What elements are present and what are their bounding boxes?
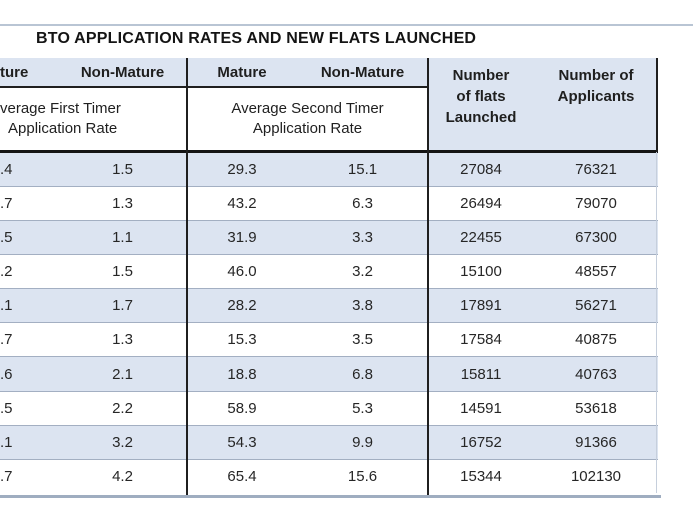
table-cell: 2.1 bbox=[112, 365, 133, 383]
table-cell: 18.8 bbox=[227, 365, 257, 383]
table-cell: 16752 bbox=[460, 433, 502, 451]
table-cell: 15.3 bbox=[227, 331, 257, 349]
table-cell: 3.2 bbox=[112, 433, 133, 451]
table-cell: 65.4 bbox=[227, 467, 257, 485]
table-row bbox=[0, 323, 658, 357]
table-row bbox=[0, 187, 658, 221]
table-cell: 6.8 bbox=[352, 365, 373, 383]
header-right-groups bbox=[428, 58, 658, 152]
table-cell: .4 bbox=[0, 160, 13, 178]
header-applicants bbox=[534, 58, 658, 152]
table-cell: 1.3 bbox=[112, 194, 133, 212]
first-timer-label-line2: Application Rate bbox=[8, 120, 118, 137]
table-cell: 14591 bbox=[460, 399, 502, 417]
table-cell: 3.8 bbox=[352, 297, 373, 315]
first-timer-label-line1: verage First Timer bbox=[0, 100, 121, 117]
table-cell: 1.3 bbox=[112, 331, 133, 349]
table-header bbox=[0, 58, 658, 152]
header-row-groups bbox=[0, 88, 428, 150]
table-cell: 15.1 bbox=[347, 160, 378, 178]
table-cell: 91366 bbox=[575, 433, 617, 451]
applicants-label-line1: Number of bbox=[558, 67, 634, 84]
table-cell: 76321 bbox=[575, 160, 617, 178]
table-cell: .5 bbox=[0, 228, 13, 246]
table-row bbox=[0, 289, 658, 323]
second-timer-label-line2: Application Rate bbox=[252, 120, 363, 137]
flats-label-line1: Number bbox=[452, 67, 510, 84]
table-row bbox=[0, 392, 658, 426]
flats-label-line2: of flats bbox=[456, 88, 506, 105]
table-cell: 48557 bbox=[575, 263, 617, 281]
table-cell: 28.2 bbox=[227, 297, 257, 315]
table-cell: 15811 bbox=[460, 365, 502, 383]
table-cell: 79070 bbox=[575, 194, 617, 212]
table-cell: .6 bbox=[0, 365, 13, 383]
page-title: BTO APPLICATION RATES AND NEW FLATS LAUNCHED bbox=[36, 30, 477, 47]
table-cell: 4.2 bbox=[112, 467, 133, 485]
table-row bbox=[0, 426, 658, 460]
table-cell: 1.1 bbox=[112, 228, 133, 246]
table-cell: 17891 bbox=[460, 297, 502, 315]
table-cell: .1 bbox=[0, 433, 13, 451]
header-group-second-timer bbox=[187, 88, 428, 150]
table-cell: 67300 bbox=[575, 228, 617, 246]
table-cell: 40875 bbox=[575, 331, 617, 349]
header-col-mature-first-cutoff: ture bbox=[0, 63, 29, 81]
header-col-nonmature-second: Non-Mature bbox=[320, 63, 405, 81]
table-cell: 15.6 bbox=[347, 467, 378, 485]
header-col-nonmature-first: Non-Mature bbox=[80, 63, 165, 81]
top-accent-line bbox=[0, 24, 693, 26]
table-cell: .5 bbox=[0, 399, 13, 417]
table-right-border-header bbox=[656, 58, 658, 152]
table-right-border-body bbox=[656, 152, 657, 493]
header-left-groups bbox=[0, 58, 428, 152]
table-row bbox=[0, 255, 658, 289]
table-cell: 1.5 bbox=[112, 263, 133, 281]
table-cell: .1 bbox=[0, 297, 13, 315]
table-cell: 22455 bbox=[460, 228, 502, 246]
table-cell: 40763 bbox=[575, 365, 617, 383]
flats-label-line3: Launched bbox=[445, 109, 517, 126]
table-cell: 1.5 bbox=[112, 160, 133, 178]
table-cell: .7 bbox=[0, 467, 13, 485]
header-group-first-timer bbox=[0, 88, 187, 150]
table-cell: 58.9 bbox=[227, 399, 257, 417]
applicants-label-line2: Applicants bbox=[557, 88, 635, 105]
table-cell: .7 bbox=[0, 194, 13, 212]
column-divider-second bbox=[427, 58, 429, 495]
table-cell: 43.2 bbox=[227, 194, 257, 212]
header-col-mature-second: Mature bbox=[217, 63, 267, 81]
table-cell: 46.0 bbox=[227, 263, 257, 281]
table-row bbox=[0, 357, 658, 391]
table-row bbox=[0, 460, 658, 493]
table-cell: 2.2 bbox=[112, 399, 133, 417]
table-cell: 15100 bbox=[460, 263, 502, 281]
table-row bbox=[0, 153, 658, 187]
header-row-maturity bbox=[0, 58, 428, 88]
table-row bbox=[0, 221, 658, 255]
second-timer-label-line1: Average Second Timer bbox=[231, 100, 384, 117]
table-cell: 1.7 bbox=[112, 297, 133, 315]
table-body bbox=[0, 153, 658, 494]
table-bottom-border bbox=[0, 495, 661, 498]
table-cell: .7 bbox=[0, 331, 13, 349]
table-cell: 5.3 bbox=[352, 399, 373, 417]
table-cell: 29.3 bbox=[227, 160, 257, 178]
table-cell: 102130 bbox=[570, 467, 622, 485]
table-cell: .2 bbox=[0, 263, 13, 281]
header-flats-launched bbox=[428, 58, 534, 152]
table-cell: 3.5 bbox=[352, 331, 373, 349]
table-cell: 17584 bbox=[460, 331, 502, 349]
table-cell: 54.3 bbox=[227, 433, 257, 451]
column-divider-first bbox=[186, 58, 188, 495]
table-cell: 6.3 bbox=[352, 194, 373, 212]
table-cell: 3.2 bbox=[352, 263, 373, 281]
table-cell: 27084 bbox=[460, 160, 502, 178]
table-cell: 9.9 bbox=[352, 433, 373, 451]
table-cell: 53618 bbox=[575, 399, 617, 417]
table-cell: 26494 bbox=[460, 194, 502, 212]
bto-table bbox=[0, 58, 658, 495]
table-cell: 15344 bbox=[460, 467, 502, 485]
table-cell: 56271 bbox=[575, 297, 617, 315]
table-cell: 31.9 bbox=[227, 228, 257, 246]
table-cell: 3.3 bbox=[352, 228, 373, 246]
